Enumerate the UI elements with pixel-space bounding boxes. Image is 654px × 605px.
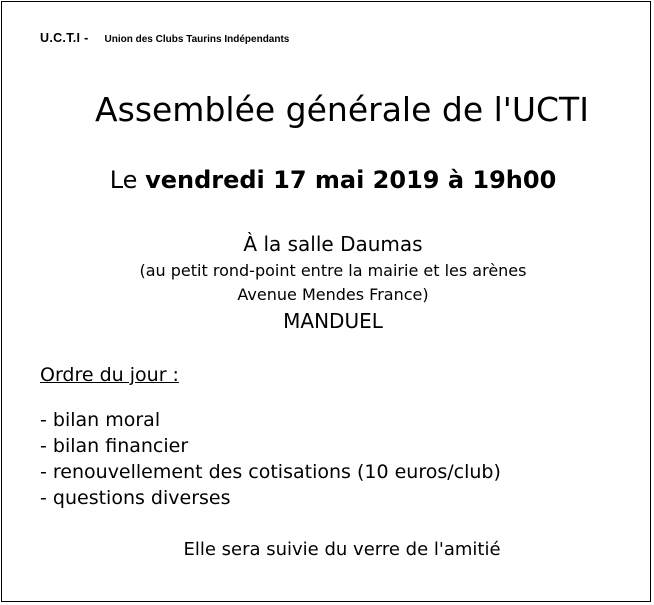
agenda-item: - renouvellement des cotisations (10 euros/club) — [40, 461, 501, 483]
organization-full-name: Union des Clubs Taurins Indépendants — [104, 34, 290, 45]
date-value: vendredi 17 mai 2019 à 19h00 — [145, 166, 557, 194]
agenda-list — [40, 408, 501, 512]
agenda-heading: Ordre du jour : — [40, 364, 179, 386]
venue-location-line-2: Avenue Mendes France) — [237, 285, 429, 304]
agenda-item: - bilan financier — [40, 435, 189, 457]
venue-location-line-1: (au petit rond-point entre la mairie et les arènes — [139, 261, 527, 280]
venue-name: À la salle Daumas — [243, 232, 423, 256]
meeting-date — [0, 166, 654, 194]
agenda-item: - questions diverses — [40, 487, 231, 509]
document-title: Assemblée générale de l'UCTI — [95, 90, 589, 129]
venue-city: MANDUEL — [283, 309, 383, 333]
date-prefix: Le — [109, 166, 138, 194]
organization-abbreviation: U.C.T.I - — [40, 31, 89, 45]
organization-header — [40, 27, 289, 46]
closing-note: Elle sera suivie du verre de l'amitié — [183, 539, 501, 560]
agenda-item: - bilan moral — [40, 409, 161, 431]
